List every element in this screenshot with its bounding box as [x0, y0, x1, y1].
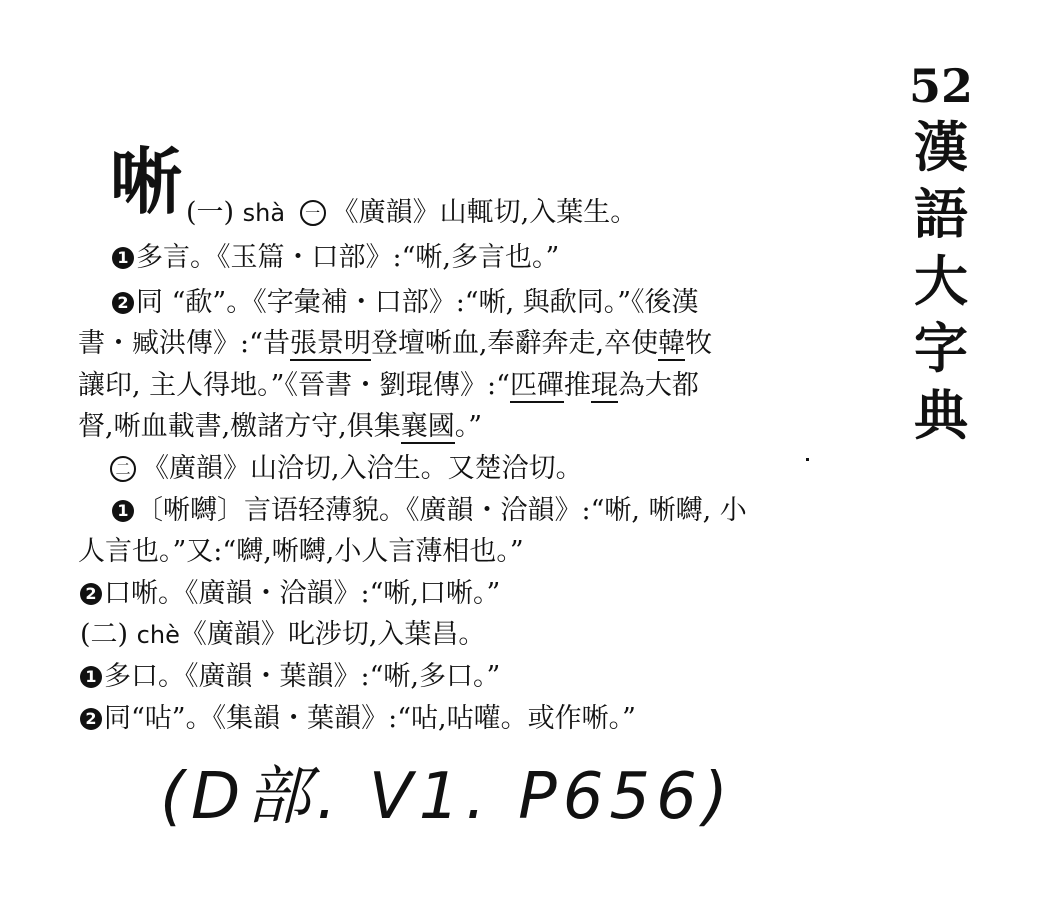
entry-text: 。” — [454, 411, 483, 442]
sense-marker-icon: 2 — [112, 292, 134, 314]
pinyin: chè — [136, 621, 180, 649]
entry-text: 人言也。”又:“嚩,唽嚩,小人言薄相也。” — [78, 536, 524, 567]
proper-name: 韓 — [658, 328, 686, 359]
entry-text: 同“呫”。《集韻・葉韻》:“呫,呫嚾。或作唽。” — [104, 703, 636, 734]
entry-text: 讓印, 主人得地。”《晉書・劉琨傳》:“ — [78, 370, 510, 401]
sense-marker-icon: 2 — [80, 583, 102, 605]
entry-text: 口唽。《廣韻・洽韻》:“唽,口唽。” — [104, 578, 501, 609]
entry-text: 多言。《玉篇・口部》:“唽,多言也。” — [136, 242, 560, 273]
entry-line — [80, 660, 500, 694]
entry-line — [78, 410, 482, 444]
entry-line — [186, 196, 637, 230]
proper-name: 匹磾 — [509, 370, 564, 401]
section-marker-icon: 二 — [110, 456, 136, 482]
entry-line — [112, 286, 699, 320]
dictionary-title — [908, 58, 974, 449]
entry-text: 牧 — [685, 328, 713, 359]
entry-text: 書・臧洪傳》:“昔 — [78, 328, 290, 359]
entry-text: 《廣韻》山洽切,入洽生。又楚洽切。 — [142, 453, 583, 484]
entry-text: 督,唽血載書,檄諸方守,俱集 — [78, 411, 401, 442]
entry-line — [80, 577, 500, 611]
reading-label: (一) — [186, 197, 243, 228]
entry-text: 同 “歃”。《字彙補・口部》:“唽, 與歃同。”《後漢 — [136, 287, 699, 318]
entry-text: 為大都 — [617, 370, 699, 401]
proper-name: 襄國 — [400, 411, 455, 442]
entry-text: 《廣韻》山輒切,入葉生。 — [331, 197, 638, 228]
title-char: 字 — [914, 316, 968, 380]
title-char: 漢 — [914, 115, 968, 179]
section-marker-icon: 一 — [300, 200, 326, 226]
title-char: 典 — [914, 383, 968, 447]
entry-line — [112, 241, 559, 275]
title-char: 語 — [914, 182, 968, 246]
entry-text: 《廣韻》叱涉切,入葉昌。 — [179, 619, 486, 650]
entry-line — [104, 452, 583, 486]
head-character: 唽 — [110, 139, 183, 224]
reading-label: (二) — [80, 619, 137, 650]
entry-line — [78, 369, 699, 403]
entry-line — [78, 535, 524, 569]
proper-name: 琨 — [590, 370, 618, 401]
speck — [806, 458, 809, 461]
sense-marker-icon: 1 — [112, 500, 134, 522]
entry-text: 推 — [563, 370, 591, 401]
pinyin: shà — [242, 199, 286, 227]
entry-text: 〔唽嚩〕言语轻薄貌。《廣韻・洽韻》:“唽, 唽嚩, 小 — [136, 495, 747, 526]
entry-line — [112, 494, 747, 528]
entry-line — [78, 327, 712, 361]
entry-line — [80, 618, 485, 652]
title-char: 大 — [914, 249, 968, 313]
handwritten-note: (D部. V1. P656) — [160, 760, 734, 834]
proper-name: 張景明 — [289, 328, 371, 359]
title-number: 52 — [908, 59, 973, 113]
sense-marker-icon: 2 — [80, 708, 102, 730]
entry-line — [80, 702, 636, 736]
sense-marker-icon: 1 — [112, 247, 134, 269]
entry-text: 登壇唽血,奉辭奔走,卒使 — [370, 328, 659, 359]
sense-marker-icon: 1 — [80, 666, 102, 688]
entry-text: 多口。《廣韻・葉韻》:“唽,多口。” — [104, 661, 501, 692]
